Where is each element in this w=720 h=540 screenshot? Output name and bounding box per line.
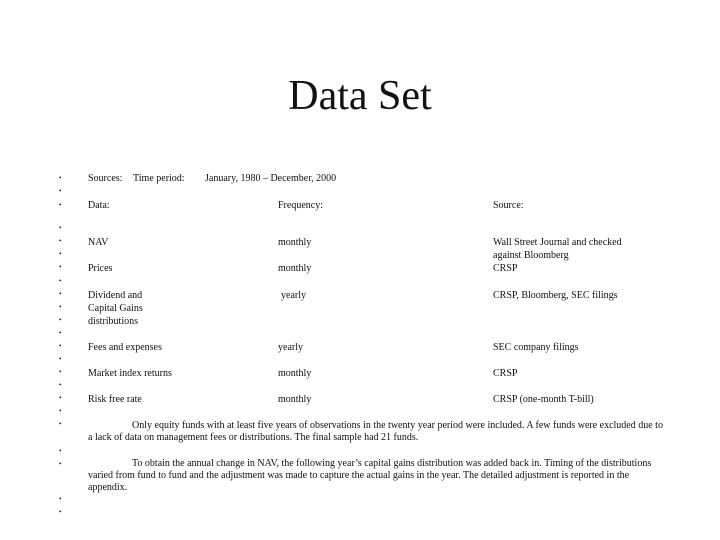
row-frequency-fees: yearly xyxy=(278,342,303,353)
row-data-risk-free: Risk free rate xyxy=(88,394,142,405)
time-period-value: January, 1980 – December, 2000 xyxy=(205,173,337,184)
bullet: • xyxy=(59,290,62,298)
row-source-prices: CRSP xyxy=(493,263,518,274)
bullet: • xyxy=(59,263,62,271)
bullet: • xyxy=(59,201,62,209)
row-source-nav: Wall Street Journal and checked against Bloomberg xyxy=(493,237,622,261)
bullet: • xyxy=(59,460,62,468)
bullet: • xyxy=(59,495,62,503)
row-source-market-index: CRSP xyxy=(493,368,518,379)
time-period-label: Time period: xyxy=(133,173,185,184)
bullet: • xyxy=(59,447,62,455)
bullet: • xyxy=(59,394,62,402)
column-header-data: Data: xyxy=(88,200,110,211)
column-header-source: Source: xyxy=(493,200,524,211)
row-source-dividends: CRSP, Bloomberg, SEC filings xyxy=(493,290,618,301)
bullet: • xyxy=(59,368,62,376)
bullet: • xyxy=(59,407,62,415)
bullet: • xyxy=(59,277,62,285)
row-frequency-dividends: yearly xyxy=(281,290,306,301)
note-sample-selection: Only equity funds with at least five years of observations in the twenty year period were included. A few funds were excluded due to a lack of data on management fees or distributions. The final sample had 21 funds. xyxy=(88,420,663,443)
row-frequency-risk-free: monthly xyxy=(278,394,312,405)
slide-title: Data Set xyxy=(288,73,432,119)
column-header-frequency: Frequency: xyxy=(278,200,323,211)
row-data-prices: Prices xyxy=(88,263,113,274)
row-frequency-nav: monthly xyxy=(278,237,312,248)
row-data-fees: Fees and expenses xyxy=(88,342,162,353)
bullet: • xyxy=(59,316,62,324)
bullet: • xyxy=(59,174,62,182)
bullet: • xyxy=(59,303,62,311)
bullet: • xyxy=(59,329,62,337)
bullet: • xyxy=(59,224,62,232)
bullet: • xyxy=(59,508,62,516)
row-data-nav: NAV xyxy=(88,237,109,248)
row-frequency-prices: monthly xyxy=(278,263,312,274)
bullet: • xyxy=(59,237,62,245)
row-source-fees: SEC company filings xyxy=(493,342,579,353)
bullet: • xyxy=(59,381,62,389)
bullet: • xyxy=(59,187,62,195)
row-frequency-market-index: monthly xyxy=(278,368,312,379)
bullet: • xyxy=(59,420,62,428)
bullet: • xyxy=(59,355,62,363)
row-data-dividends: Dividend and Capital Gains distributions xyxy=(88,290,143,327)
bullet: • xyxy=(59,250,62,258)
note-nav-adjustment: To obtain the annual change in NAV, the following year’s capital gains distribution was added back in. Timing of the distributions varied from fund to fund and the adjustment was made to capture the actual gains in the year. The detailed adjustment is reported in the appendix. xyxy=(88,458,652,493)
sources-label: Sources: xyxy=(88,173,123,184)
row-data-market-index: Market index returns xyxy=(88,368,172,379)
bullet: • xyxy=(59,342,62,350)
row-source-risk-free: CRSP (one-month T-bill) xyxy=(493,394,594,405)
